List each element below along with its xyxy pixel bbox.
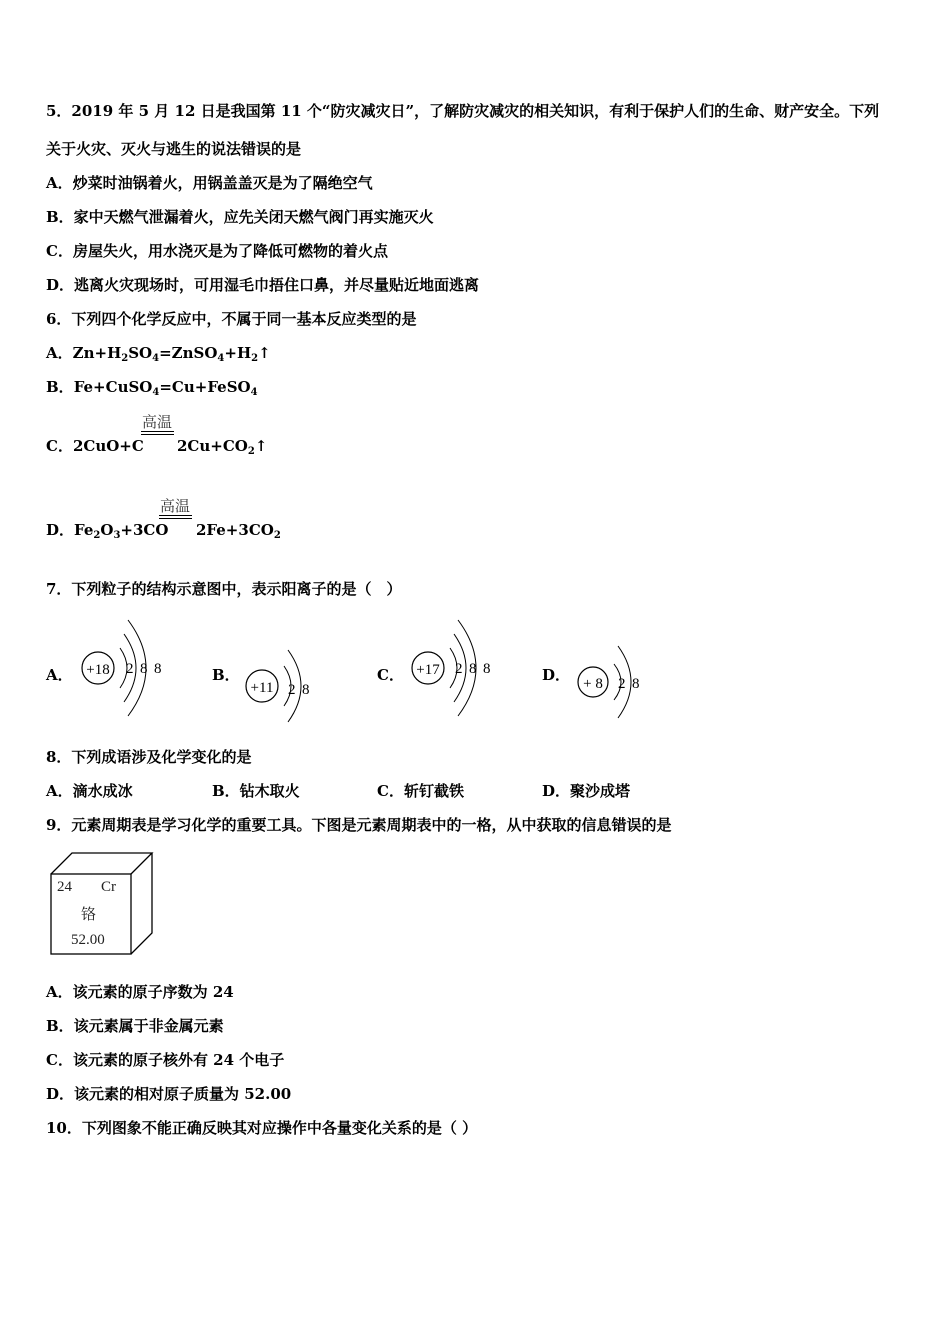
q6-option-c-left: C．2CuO+C bbox=[46, 437, 144, 455]
q5-stem-line1: 5．2019 年 5 月 12 日是我国第 11 个“防灾减灾日”，了解防灾减灾的相关知识，有利于保护人们的生命、财产安全。下列 bbox=[46, 102, 880, 120]
q8-option-a: A．滴水成冰 bbox=[46, 782, 133, 800]
atom-diagram-c bbox=[408, 610, 508, 720]
q6-c-condition: 高温 bbox=[142, 413, 173, 431]
q9-stem: 9．元素周期表是学习化学的重要工具。下图是元素周期表中的一格，从中获取的信息错误的是 bbox=[46, 816, 672, 834]
q6-c-double-line-bottom bbox=[141, 434, 174, 435]
cell-atomic-mass: 52.00 bbox=[71, 932, 105, 948]
q6-option-d-left: D．$Fe_2O_3+3CO$ bbox=[46, 521, 169, 541]
cell-atomic-number: 24 bbox=[57, 879, 72, 895]
atom-diagram-a bbox=[78, 610, 178, 720]
q6-label-b: B． bbox=[46, 378, 74, 396]
q6-option-b: B．Fe+CuSO$_4$=Cu+FeSO$_4$ bbox=[46, 378, 258, 398]
q10-stem: 10．下列图象不能正确反映其对应操作中各量变化关系的是（ ） bbox=[46, 1119, 478, 1137]
shell-b-2-count: 8 bbox=[302, 682, 310, 698]
q7-label-d: D． bbox=[542, 666, 571, 684]
q6-option-c-right: $2Cu+CO_2↑$ bbox=[177, 437, 268, 457]
atom-diagram-d bbox=[576, 636, 656, 726]
q9-option-a: A．该元素的原子序数为 24 bbox=[46, 983, 234, 1001]
shell-c-1-count: 2 bbox=[455, 661, 463, 677]
q7-label-c: C． bbox=[377, 666, 404, 684]
shell-d-1-count: 2 bbox=[618, 676, 626, 692]
q8-option-c: C．斩钉截铁 bbox=[377, 782, 464, 800]
q7-label-b: B． bbox=[212, 666, 240, 684]
nucleus-a-charge: +18 bbox=[86, 662, 110, 678]
nucleus-d-charge: + 8 bbox=[583, 676, 603, 692]
q8-stem: 8．下列成语涉及化学变化的是 bbox=[46, 748, 252, 766]
q6-label-c: C． bbox=[46, 437, 73, 455]
q5-option-a: A．炒菜时油锅着火，用锅盖盖灭是为了隔绝空气 bbox=[46, 174, 373, 192]
q6-d-double-line-top bbox=[159, 515, 192, 516]
q9-option-d: D．该元素的相对原子质量为 52.00 bbox=[46, 1085, 292, 1103]
q5-option-b: B．家中天燃气泄漏着火，应先关闭天燃气阀门再实施灭火 bbox=[46, 208, 434, 226]
shell-c-2-count: 8 bbox=[469, 661, 477, 677]
cell-symbol: Cr bbox=[101, 879, 116, 895]
shell-a-3-count: 8 bbox=[154, 661, 162, 677]
nucleus-c-charge: +17 bbox=[416, 662, 440, 678]
q6-c-double-line-top bbox=[141, 431, 174, 432]
q6-stem: 6．下列四个化学反应中，不属于同一基本反应类型的是 bbox=[46, 310, 417, 328]
nucleus-b-charge: +11 bbox=[250, 680, 274, 696]
shell-a-1-count: 2 bbox=[126, 661, 134, 677]
q6-label-d: D． bbox=[46, 521, 75, 539]
q8-option-d: D．聚沙成塔 bbox=[542, 782, 631, 800]
q6-option-a: A．$Zn+H_2SO_4=ZnSO_4+H_2↑$ bbox=[46, 344, 271, 364]
q5-option-d: D．逃离火灾现场时，可用湿毛巾捂住口鼻，并尽量贴近地面逃离 bbox=[46, 276, 480, 294]
q7-label-a: A． bbox=[46, 666, 73, 684]
q6-label-a: A． bbox=[46, 344, 73, 362]
atom-diagram-b bbox=[242, 640, 322, 730]
q5-stem-line2: 关于火灾、灭火与逃生的说法错误的是 bbox=[46, 140, 302, 158]
q5-option-c: C．房屋失火，用水浇灭是为了降低可燃物的着火点 bbox=[46, 242, 388, 260]
shell-b-1-count: 2 bbox=[288, 682, 296, 698]
cell-element-name: 铬 bbox=[81, 905, 97, 923]
q8-option-b: B．钻木取火 bbox=[212, 782, 300, 800]
shell-d-2-count: 8 bbox=[632, 676, 640, 692]
q6-d-condition: 高温 bbox=[160, 497, 191, 515]
q9-option-c: C．该元素的原子核外有 24 个电子 bbox=[46, 1051, 285, 1069]
q9-option-b: B．该元素属于非金属元素 bbox=[46, 1017, 224, 1035]
q7-stem: 7．下列粒子的结构示意图中，表示阳离子的是（ ） bbox=[46, 580, 402, 598]
q6-option-d-right: $2Fe+3CO_2$ bbox=[196, 521, 281, 541]
shell-c-3-count: 8 bbox=[483, 661, 491, 677]
q6-d-double-line-bottom bbox=[159, 518, 192, 519]
shell-a-2-count: 8 bbox=[140, 661, 148, 677]
